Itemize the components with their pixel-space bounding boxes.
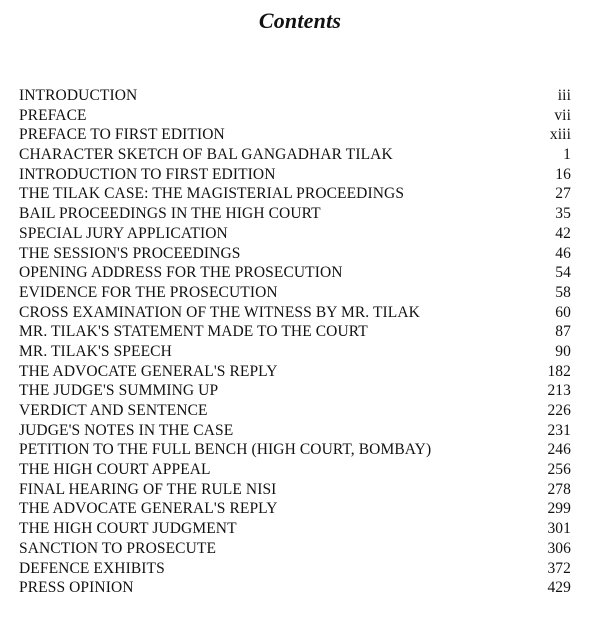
toc-entry-title: INTRODUCTION TO FIRST EDITION [19, 165, 276, 183]
toc-entry-title: SANCTION TO PROSECUTE [19, 539, 217, 557]
toc-entry-title: THE HIGH COURT APPEAL [19, 461, 211, 479]
toc-entry-page-number: 60 [555, 303, 571, 321]
toc-entry-title: PRESS OPINION [19, 579, 134, 597]
toc-entry-title: MR. TILAK'S STATEMENT MADE TO THE COURT [19, 323, 368, 341]
toc-entry-title: MR. TILAK'S SPEECH [19, 342, 172, 360]
toc-entry-page-number: 299 [547, 500, 571, 518]
toc-entry-page-number: xiii [549, 126, 571, 144]
toc-entry-title: OPENING ADDRESS FOR THE PROSECUTION [19, 264, 343, 282]
toc-entry [19, 401, 571, 421]
toc-entry [19, 578, 571, 598]
toc-entry [19, 421, 571, 441]
toc-entry-title: INTRODUCTION [19, 87, 138, 104]
toc-entry-title: VERDICT AND SENTENCE [19, 402, 208, 419]
toc-entry-page-number: vii [554, 106, 571, 124]
toc-entry [19, 184, 571, 204]
toc-entry-page-number: 87 [555, 323, 571, 341]
table-of-contents [19, 86, 571, 598]
toc-entry-title: THE ADVOCATE GENERAL'S REPLY [19, 362, 278, 380]
toc-entry-page-number: 182 [547, 362, 571, 380]
toc-entry [19, 263, 571, 283]
toc-entry-title: SPECIAL JURY APPLICATION [19, 224, 228, 242]
toc-entry-page-number: 306 [547, 539, 571, 557]
toc-entry-title: PREFACE [19, 106, 87, 124]
toc-entry [19, 86, 571, 106]
toc-entry-page-number: 1 [563, 146, 571, 164]
toc-entry-page-number: 90 [555, 342, 571, 360]
toc-entry-page-number: 42 [555, 224, 571, 242]
toc-entry-title: PREFACE TO FIRST EDITION [19, 126, 225, 144]
toc-entry-page-number: 58 [555, 283, 571, 301]
toc-entry-title: CHARACTER SKETCH OF BAL GANGADHAR TILAK [19, 146, 393, 164]
toc-entry [19, 145, 571, 165]
toc-entry [19, 460, 571, 480]
toc-entry-page-number: 301 [547, 520, 571, 538]
toc-entry [19, 342, 571, 362]
toc-entry [19, 204, 571, 224]
toc-entry-page-number: 35 [555, 205, 571, 223]
toc-entry-page-number: 231 [547, 421, 571, 439]
toc-entry-title: THE TILAK CASE: THE MAGISTERIAL PROCEEDINGS [19, 185, 405, 203]
toc-entry-title: THE SESSION'S PROCEEDINGS [19, 244, 241, 262]
toc-entry-page-number: 27 [555, 185, 571, 203]
toc-entry-title: DEFENCE EXHIBITS [19, 559, 165, 577]
toc-entry [19, 106, 571, 126]
toc-entry-title: THE JUDGE'S SUMMING UP [19, 382, 219, 400]
toc-entry-page-number: iii [557, 87, 571, 104]
toc-entry-page-number: 256 [547, 461, 571, 479]
toc-entry-title: JUDGE'S NOTES IN THE CASE [19, 421, 234, 439]
toc-entry [19, 322, 571, 342]
toc-entry [19, 303, 571, 323]
toc-entry-title: EVIDENCE FOR THE PROSECUTION [19, 283, 278, 301]
toc-entry [19, 362, 571, 382]
toc-entry-title: THE HIGH COURT JUDGMENT [19, 520, 237, 538]
page-title: Contents [258, 8, 342, 33]
toc-entry-page-number: 46 [555, 244, 571, 262]
toc-entry [19, 244, 571, 264]
toc-entry [19, 440, 571, 460]
toc-entry-page-number: 246 [547, 441, 571, 459]
toc-entry-title: FINAL HEARING OF THE RULE NISI [19, 480, 277, 498]
toc-entry-page-number: 278 [547, 480, 571, 498]
toc-entry-title: BAIL PROCEEDINGS IN THE HIGH COURT [19, 205, 321, 223]
toc-entry-page-number: 372 [547, 559, 571, 577]
toc-entry-page-number: 213 [547, 382, 571, 400]
toc-entry-page-number: 16 [555, 165, 571, 183]
toc-entry [19, 499, 571, 519]
toc-entry [19, 224, 571, 244]
toc-entry-page-number: 429 [547, 579, 571, 597]
toc-entry-title: PETITION TO THE FULL BENCH (HIGH COURT, BOMBAY) [19, 441, 432, 459]
toc-entry [19, 539, 571, 559]
toc-entry-page-number: 226 [547, 402, 571, 419]
toc-entry [19, 125, 571, 145]
toc-entry [19, 283, 571, 303]
toc-entry [19, 165, 571, 185]
toc-entry-title: THE ADVOCATE GENERAL'S REPLY [19, 500, 278, 518]
toc-entry [19, 519, 571, 539]
toc-entry-title: CROSS EXAMINATION OF THE WITNESS BY MR. TILAK [19, 303, 420, 321]
toc-entry [19, 559, 571, 579]
toc-entry-page-number: 54 [555, 264, 571, 282]
toc-entry [19, 480, 571, 500]
toc-entry [19, 381, 571, 401]
